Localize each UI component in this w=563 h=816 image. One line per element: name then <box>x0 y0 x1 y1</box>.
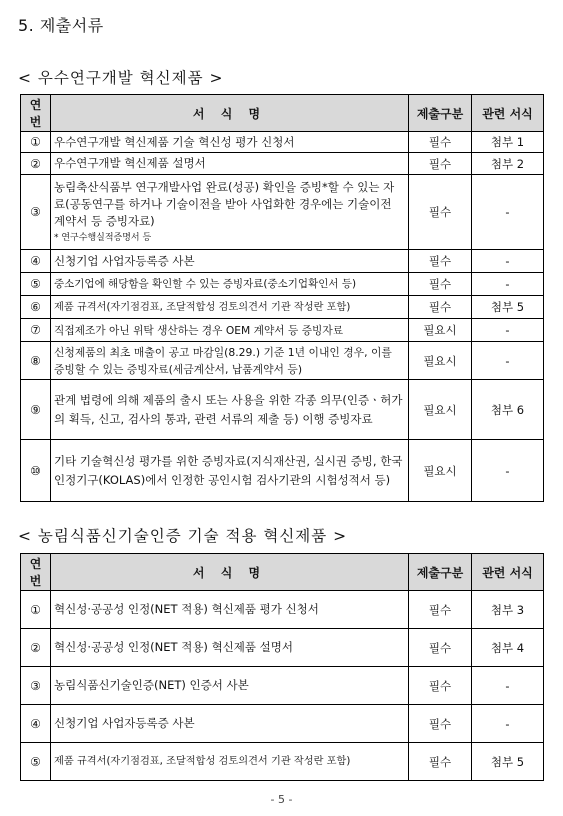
table-row <box>21 250 544 273</box>
row-name: 제품 규격서(자기점검표, 조달적합성 검토의견서 기관 작성란 포함) <box>51 296 409 319</box>
row-name: 농림축산식품부 연구개발사업 완료(성공) 확인을 증빙*할 수 있는 자료(공동연구를 하거나 기술이전을 받아 사업화한 경우에는 기술이전 계약서 등 증빙자료) <box>54 180 395 228</box>
row-submission: 필수 <box>409 296 472 319</box>
row-name: 제품 규격서(자기점검표, 조달적합성 검토의견서 기관 작성란 포함) <box>51 743 409 781</box>
row-no: ⑥ <box>21 296 51 319</box>
row-no: ② <box>21 629 51 667</box>
row-no: ⑤ <box>21 743 51 781</box>
row-submission: 필수 <box>409 153 472 175</box>
row-submission: 필수 <box>409 591 472 629</box>
row-submission: 필수 <box>409 629 472 667</box>
row-form: - <box>472 250 544 273</box>
row-name: 혁신성·공공성 인정(NET 적용) 혁신제품 평가 신청서 <box>51 591 409 629</box>
row-name: 우수연구개발 혁신제품 설명서 <box>51 153 409 175</box>
row-form: 첨부 3 <box>472 591 544 629</box>
row-no: ① <box>21 132 51 153</box>
col-header-submission: 제출구분 <box>409 554 472 591</box>
row-submission: 필수 <box>409 705 472 743</box>
table-row <box>21 667 544 705</box>
table-row <box>21 705 544 743</box>
row-form: - <box>472 342 544 380</box>
row-form: - <box>472 705 544 743</box>
row-no: ⑩ <box>21 440 51 502</box>
row-no: ⑨ <box>21 380 51 440</box>
row-no: ⑦ <box>21 319 51 342</box>
row-name: 관계 법령에 의해 제품의 출시 또는 사용을 위한 각종 의무(인증ㆍ허가의 획득, 신고, 검사의 통과, 관련 서류의 제출 등) 이행 증빙자료 <box>51 380 409 440</box>
table-row <box>21 591 544 629</box>
row-submission: 필수 <box>409 132 472 153</box>
col-header-form: 관련 서식 <box>472 554 544 591</box>
row-name: 신청기업 사업자등록증 사본 <box>51 705 409 743</box>
row-no: ④ <box>21 705 51 743</box>
row-name: 신청제품의 최초 매출이 공고 마감일(8.29.) 기준 1년 이내인 경우, 이를 증빙할 수 있는 증빙자료(세금계산서, 납품계약서 등) <box>51 342 409 380</box>
row-footnote: * 연구수행실적증명서 등 <box>54 233 152 243</box>
row-no: ① <box>21 591 51 629</box>
row-no: ③ <box>21 175 51 250</box>
row-submission: 필요시 <box>409 440 472 502</box>
row-no: ④ <box>21 250 51 273</box>
row-no: ③ <box>21 667 51 705</box>
table-row <box>21 175 544 250</box>
col-header-submission: 제출구분 <box>409 95 472 132</box>
row-no: ⑤ <box>21 273 51 296</box>
row-submission: 필수 <box>409 175 472 250</box>
row-name: 직접제조가 아닌 위탁 생산하는 경우 OEM 계약서 등 증빙자료 <box>51 319 409 342</box>
col-header-form: 관련 서식 <box>472 95 544 132</box>
table1-title: < 우수연구개발 혁신제품 > <box>18 69 224 87</box>
row-name: 기타 기술혁신성 평가를 위한 증빙자료(지식재산권, 실시권 증빙, 한국인정기구(KOLAS)에서 인정한 공인시험 검사기관의 시험성적서 등) <box>51 440 409 502</box>
table-row <box>21 273 544 296</box>
col-header-no: 연번 <box>21 95 51 132</box>
row-submission: 필수 <box>409 743 472 781</box>
row-form: 첨부 5 <box>472 743 544 781</box>
row-name: 신청기업 사업자등록증 사본 <box>51 250 409 273</box>
col-header-no: 연번 <box>21 554 51 591</box>
row-submission: 필요시 <box>409 380 472 440</box>
table-rnd-innovation <box>20 94 544 502</box>
row-form: - <box>472 440 544 502</box>
section-heading: 5. 제출서류 <box>18 16 104 35</box>
table-row <box>21 380 544 440</box>
row-submission: 필수 <box>409 250 472 273</box>
table-row <box>21 153 544 175</box>
row-name-cell <box>51 175 409 250</box>
row-name: 혁신성·공공성 인정(NET 적용) 혁신제품 설명서 <box>51 629 409 667</box>
row-form: - <box>472 319 544 342</box>
table-row <box>21 296 544 319</box>
page-number: - 5 - <box>270 793 293 806</box>
row-form: - <box>472 175 544 250</box>
col-header-name: 서 식 명 <box>51 554 409 591</box>
row-name: 우수연구개발 혁신제품 기술 혁신성 평가 신청서 <box>51 132 409 153</box>
table-row <box>21 440 544 502</box>
table-row <box>21 319 544 342</box>
table-row <box>21 743 544 781</box>
row-form: 첨부 6 <box>472 380 544 440</box>
row-name: 중소기업에 해당함을 확인할 수 있는 증빙자료(중소기업확인서 등) <box>51 273 409 296</box>
table-row <box>21 132 544 153</box>
row-form: 첨부 4 <box>472 629 544 667</box>
row-submission: 필수 <box>409 667 472 705</box>
row-submission: 필수 <box>409 273 472 296</box>
row-form: 첨부 2 <box>472 153 544 175</box>
row-no: ⑧ <box>21 342 51 380</box>
table2-title: < 농림식품신기술인증 기술 적용 혁신제품 > <box>18 527 348 545</box>
row-form: - <box>472 273 544 296</box>
header-row <box>21 95 544 132</box>
row-form: - <box>472 667 544 705</box>
header-row <box>21 554 544 591</box>
row-form: 첨부 1 <box>472 132 544 153</box>
table-row <box>21 342 544 380</box>
row-submission: 필요시 <box>409 319 472 342</box>
col-header-name: 서 식 명 <box>51 95 409 132</box>
row-submission: 필요시 <box>409 342 472 380</box>
row-form: 첨부 5 <box>472 296 544 319</box>
table-net-innovation <box>20 553 544 781</box>
row-name: 농림식품신기술인증(NET) 인증서 사본 <box>51 667 409 705</box>
row-no: ② <box>21 153 51 175</box>
table-row <box>21 629 544 667</box>
